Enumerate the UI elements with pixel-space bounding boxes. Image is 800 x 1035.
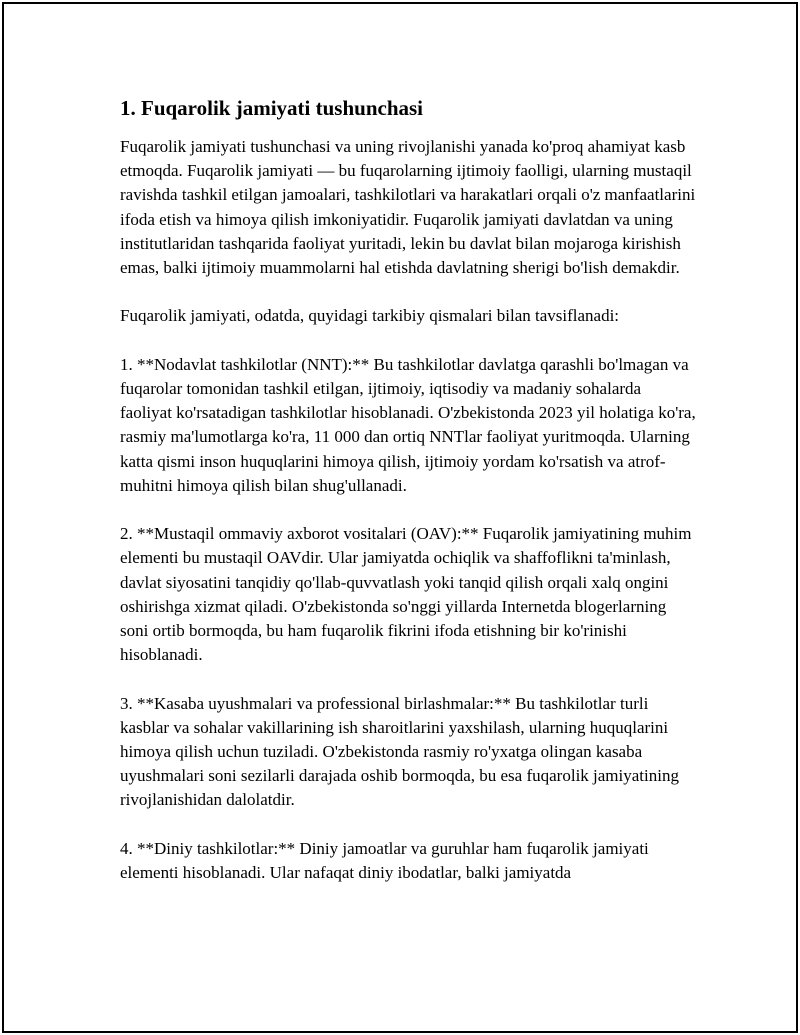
document-body [120,94,696,909]
list-item-ngo: 1. **Nodavlat tashkilotlar (NNT):** Bu tashkilotlar davlatga qarashli bo'lmagan va fuqarolar tomonidan tashkil etilgan, ijtimoiy, iqtisodiy va madaniy sohalarda faoliyat ko'rsatadigan tashkilotlar hisoblanadi. O'zbekistonda 2023 yil holatiga ko'ra, rasmiy ma'lumotlarga ko'ra, 11 000 dan ortiq NNTlar faoliyat yuritmoqda. Ularning katta qismi inson huquqlarini himoya qilish, ijtimoiy yordam ko'rsatish va atrof-muhitni himoya qilish bilan shug'ullanadi. [120,354,696,495]
list-item-religious-orgs: 4. **Diniy tashkilotlar:** Diniy jamoatlar va guruhlar ham fuqarolik jamiyati elementi hisoblanadi. Ular nafaqat diniy ibodatlar, balki jamiyatda [120,838,649,883]
section-heading: 1. Fuqarolik jamiyati tushunchasi [120,96,424,120]
intro-paragraph: Fuqarolik jamiyati tushunchasi va uning rivojlanishi yanada ko'proq ahamiyat kasb etmoqda. Fuqarolik jamiyati — bu fuqarolarning ijtimoiy faolligi, ularning mustaqil ravishda tashkil etilgan jamoalari, tashkilotlari va harakatlari orqali o'z manfaatlarini ifoda etish va himoya qilish imkoniyatidir. Fuqarolik jamiyati davlatdan va uning institutlaridan tashqarida faoliyat yuritadi, lekin bu davlat bilan mojaroga kirishish emas, balki ijtimoiy muammolarni hal etishda davlatning sherigi bo'lish demakdir. [120,137,696,278]
list-item-media: 2. **Mustaqil ommaviy axborot vositalari (OAV):** Fuqarolik jamiyatining muhim elementi bu mustaqil OAVdir. Ular jamiyatda ochiqlik va shaffoflikni ta'minlash, davlat siyosatini tanqidiy qo'llab-quvvatlash yoki tanqid qilish orqali xalq ongini oshirishga xizmat qiladi. O'zbekistonda so'nggi yillarda Internetda blogerlarning soni ortib bormoqda, bu ham fuqarolik fikrini ifoda etishning bir ko'rinishi hisoblanadi. [120,524,692,665]
document-page [2,2,798,1033]
list-item-trade-unions: 3. **Kasaba uyushmalari va professional birlashmalar:** Bu tashkilotlar turli kasblar va sohalar vakillarining ish sharoitlarini yaxshilash, ularning huquqlarini himoya qilish uchun tuziladi. O'zbekistonda rasmiy ro'yxatga olingan kasaba uyushmalari soni sezilarli darajada oshib bormoqda, bu esa fuqarolik jamiyatining rivojlanishidan dalolatdir. [120,693,679,810]
components-intro-paragraph: Fuqarolik jamiyati, odatda, quyidagi tarkibiy qismalari bilan tavsiflanadi: [120,306,620,326]
